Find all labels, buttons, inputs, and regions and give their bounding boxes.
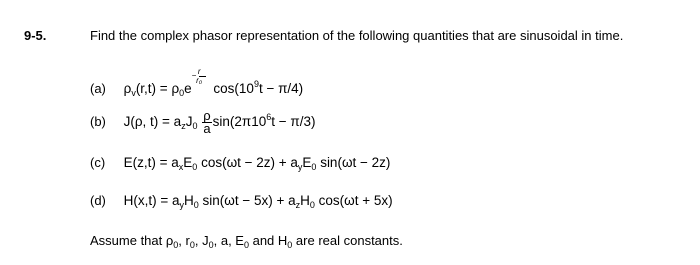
part-a [90, 68, 303, 98]
part-b-label: (b) [90, 114, 106, 130]
part-c [90, 155, 390, 172]
part-b [90, 110, 315, 135]
assumption-statement: Assume that $\rho_0$, $r_0$, $J_0$, a, $E_0$ and $H_0$ are real constants. [90, 233, 403, 250]
part-d-label: (d) [90, 193, 106, 208]
rho-over-a-fraction: $\frac{\rho}{a}$ [203, 108, 211, 136]
exponent-fraction: − r r₀ [193, 68, 206, 85]
problem-statement: Find the complex phasor representation of the following quantities that are sinusoidal in time. [90, 28, 624, 43]
part-b-equation: J(ρ, $t) = a_zJ_0$ $\frac{\rho}{a}$ $\sin(2\pi 10^6t - \pi/3)$ [123, 108, 316, 136]
part-d [90, 193, 393, 210]
problem-number: 9-5. [24, 28, 47, 43]
part-d-equation: $H(x,t) = a_yH_0$ $\sin(\omega t - 5x) + a_zH_0$ cos(ωt + 5x) [123, 193, 393, 210]
part-c-equation: $E(z,t) = a_xE_0$ $\cos(\omega t - 2z) + a_yE_0$ sin(ωt − 2z) [123, 155, 391, 172]
part-a-label: (a) [90, 81, 106, 96]
part-a-equation: $\rho_v(r,t) = \rho_0e$ − r r₀ $\cos(10^9t - \pi/4)$ [123, 67, 304, 98]
part-c-label: (c) [90, 155, 106, 170]
